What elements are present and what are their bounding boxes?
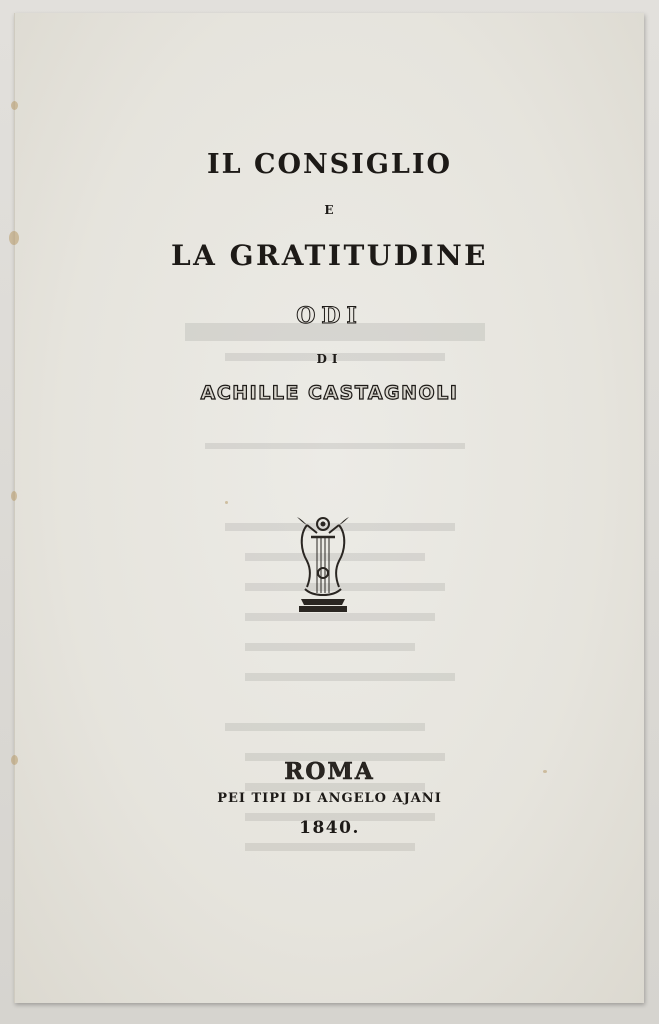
author-name (15, 382, 644, 404)
city-text: ROMA (284, 758, 375, 785)
genre-label (15, 303, 644, 329)
author-preposition: DI (316, 352, 343, 366)
lyre-icon (293, 515, 353, 615)
imprint-printer: PEI TIPI DI ANGELO AJANI (217, 791, 442, 806)
edge-stain (11, 491, 17, 501)
edge-stain (11, 101, 18, 110)
title-line-1: IL CONSIGLIO (206, 149, 453, 180)
genre-text: ODI (296, 303, 363, 329)
imprint-city (15, 758, 644, 785)
title-line-2: LA GRATITUDINE (170, 239, 489, 272)
title-page (14, 13, 644, 1003)
foxing-spot (225, 501, 228, 504)
imprint-year: 1840. (299, 818, 360, 838)
title-conjunction: E (324, 203, 335, 217)
author-text: ACHILLE CASTAGNOLI (200, 382, 459, 404)
